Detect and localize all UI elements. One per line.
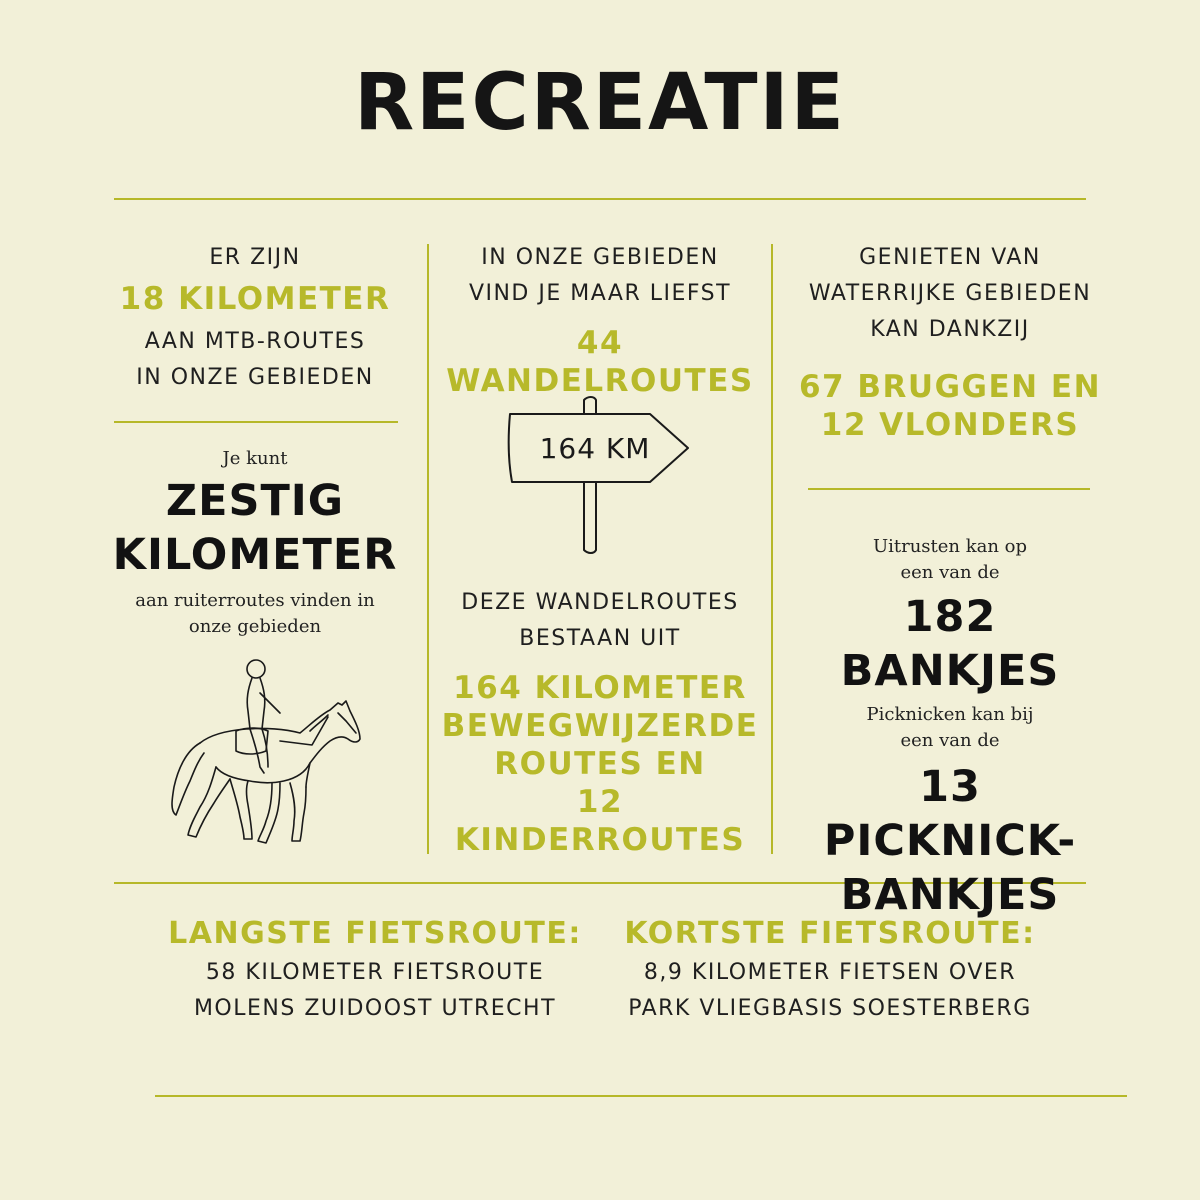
water-hl2: 12 VLONDERS (820, 407, 1080, 443)
mtb-highlight: 18 KILOMETER (119, 281, 391, 317)
riding-desc-1: aan ruiterroutes vinden in (135, 590, 375, 611)
riding-section (100, 446, 410, 640)
water-line1: GENIETEN VAN (859, 245, 1041, 270)
divider-left-mid (114, 421, 398, 423)
benches-section (790, 534, 1110, 922)
benches-intro4: een van de (900, 730, 1000, 751)
divider-col-2 (771, 244, 773, 854)
mtb-line2: AAN MTB-ROUTES (144, 329, 366, 354)
walking-hl1: 164 KILOMETER (453, 670, 747, 706)
water-section (790, 240, 1110, 444)
walking-line1: IN ONZE GEBIEDEN (481, 245, 719, 270)
riding-intro: Je kunt (222, 448, 288, 469)
walking-hl4: 12 KINDERROUTES (454, 784, 746, 858)
water-line3: KAN DANKZIJ (870, 317, 1030, 342)
shortest-route (600, 915, 1060, 1027)
benches-big2: 13 PICKNICK- (823, 762, 1077, 866)
longest-route (150, 915, 600, 1027)
benches-big: 182 BANKJES (840, 592, 1060, 696)
riding-big-2: KILOMETER (112, 530, 398, 580)
horse-rider-icon (160, 655, 370, 850)
longest-line2: MOLENS ZUIDOOST UTRECHT (193, 996, 557, 1021)
benches-intro2: een van de (900, 562, 1000, 583)
divider-col-1 (427, 244, 429, 854)
divider-footer (155, 1095, 1127, 1097)
benches-big3: BANKJES (840, 870, 1060, 920)
walking-section (430, 240, 770, 400)
walking-line4: BESTAAN UIT (519, 626, 681, 651)
mtb-section (100, 240, 410, 396)
riding-big-1: ZESTIG (165, 476, 345, 526)
walking-line3: DEZE WANDELROUTES (461, 590, 739, 615)
divider-right-mid (808, 488, 1090, 490)
longest-line1: 58 KILOMETER FIETSROUTE (205, 960, 545, 985)
benches-intro1: Uitrusten kan op (872, 536, 1028, 557)
longest-heading: LANGSTE FIETSROUTE: (168, 916, 582, 951)
mtb-line1: ER ZIJN (209, 245, 301, 270)
signpost-label: 164 KM (539, 432, 651, 465)
page-title: RECREATIE (354, 58, 846, 148)
water-hl1: 67 BRUGGEN EN (798, 369, 1102, 405)
walking-hl2: BEWEGWIJZERDE (441, 708, 759, 744)
walking-line2: VIND JE MAAR LIEFST (468, 281, 732, 306)
walking-details (430, 585, 770, 859)
riding-desc-2: onze gebieden (188, 616, 322, 637)
signpost-icon (500, 390, 700, 560)
mtb-line3: IN ONZE GEBIEDEN (136, 365, 374, 390)
divider-top (114, 198, 1086, 200)
water-line2: WATERRIJKE GEBIEDEN (808, 281, 1092, 306)
walking-hl3: ROUTES EN (494, 746, 706, 782)
shortest-line2: PARK VLIEGBASIS SOESTERBERG (628, 996, 1032, 1021)
shortest-line1: 8,9 KILOMETER FIETSEN OVER (643, 960, 1017, 985)
walking-highlight: 44 WANDELROUTES (446, 325, 754, 399)
shortest-heading: KORTSTE FIETSROUTE: (624, 916, 1036, 951)
benches-intro3: Picknicken kan bij (866, 704, 1034, 725)
